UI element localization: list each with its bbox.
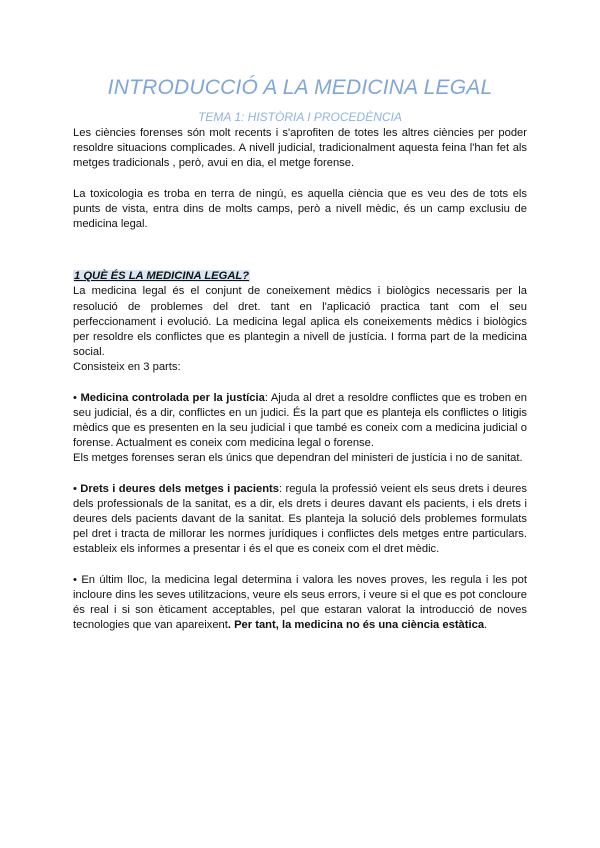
part-3-paragraph: [73, 573, 527, 634]
part-2-text: : regula la professió veient els seus drets i deures dels professionals de la sanitat, es a dir, els drets i deures davant els pacients, i els drets i deures dels pacients davant de la sanitat. Es planteja la solució dels problemes formulats pel dret i tracta de millorar les normes jurídiques i conflictes dels metges entre particulars. estableix els informes a presentar i és el que es coneix com el dret mèdic.: [73, 482, 527, 556]
bullet: •: [73, 391, 77, 404]
parts-intro: Consisteix en 3 parts:: [73, 361, 181, 374]
bullet: •: [73, 573, 77, 586]
part-1-paragraph: [73, 391, 527, 452]
part-3-text: En últim lloc, la medicina legal determina i valora les noves proves, les regula i les pot incloure dins les seves utilitzacions, veure els seus errors, i veure si el que es pot concloure és real i si son èticament acceptables, pel que estaran valorat la introducció de noves tecnologies que van apareixent: [73, 573, 527, 632]
definition-paragraph: La medicina legal és el conjunt de coneixement mèdics i biològics necessaris per la resolució de problemes del dret. tant en l'aplicació practica tant com el seu perfeccionament i evolució. La medicina legal aplica els coneixements mèdics i biològics per resoldre els conflictes que es plantegin a nivell de justícia. I forma part de la medicina social.: [73, 285, 527, 359]
document-subtitle: TEMA 1: HISTÒRIA I PROCEDÈNCIA: [198, 110, 402, 124]
section-heading: [73, 269, 527, 284]
part-1-text: : Ajuda al dret a resoldre conflictes que es troben en seu judicial, és a dir, conflictes en un judici. És la part que es planteja els conflictes o litigis mèdics que es presenten en la seu judicial i que també es coneix com a medicina judicial o forense. Actualment es coneix com medicina legal o forense.: [73, 391, 527, 450]
part-1-label: Medicina controlada per la justícia: [80, 391, 265, 404]
document-title: INTRODUCCIÓ A LA MEDICINA LEGAL: [107, 76, 493, 99]
part-1-note: Els metges forenses seran els únics que dependran del ministeri de justícia i no de sanitat.: [73, 452, 523, 465]
part-3-conclusion: . Per tant, la medicina no és una ciència estàtica: [227, 619, 485, 632]
section-heading-text: 1 QUÈ ÉS LA MEDICINA LEGAL?: [74, 270, 250, 283]
document-body: [73, 126, 527, 633]
bullet: •: [73, 482, 77, 495]
intro-paragraph-2: La toxicologia es troba en terra de ningú, es aquella ciència que es veu des de tots els punts de vista, entra dins de molts camps, però a nivell mèdic, és un camp exclusiu de medicina legal.: [73, 187, 527, 231]
part-3-end: .: [484, 619, 488, 632]
part-2-paragraph: [73, 482, 527, 558]
part-2-label: Drets i deures dels metges i pacients: [80, 482, 279, 495]
intro-paragraph-1: Les ciències forenses són molt recents i s'aprofiten de totes les altres ciències per poder resoldre situacions complicades. A nivell judicial, tradicionalment aquesta feina l'han fet als metges tradicionals , però, avui en dia, el metge forense.: [73, 127, 527, 170]
